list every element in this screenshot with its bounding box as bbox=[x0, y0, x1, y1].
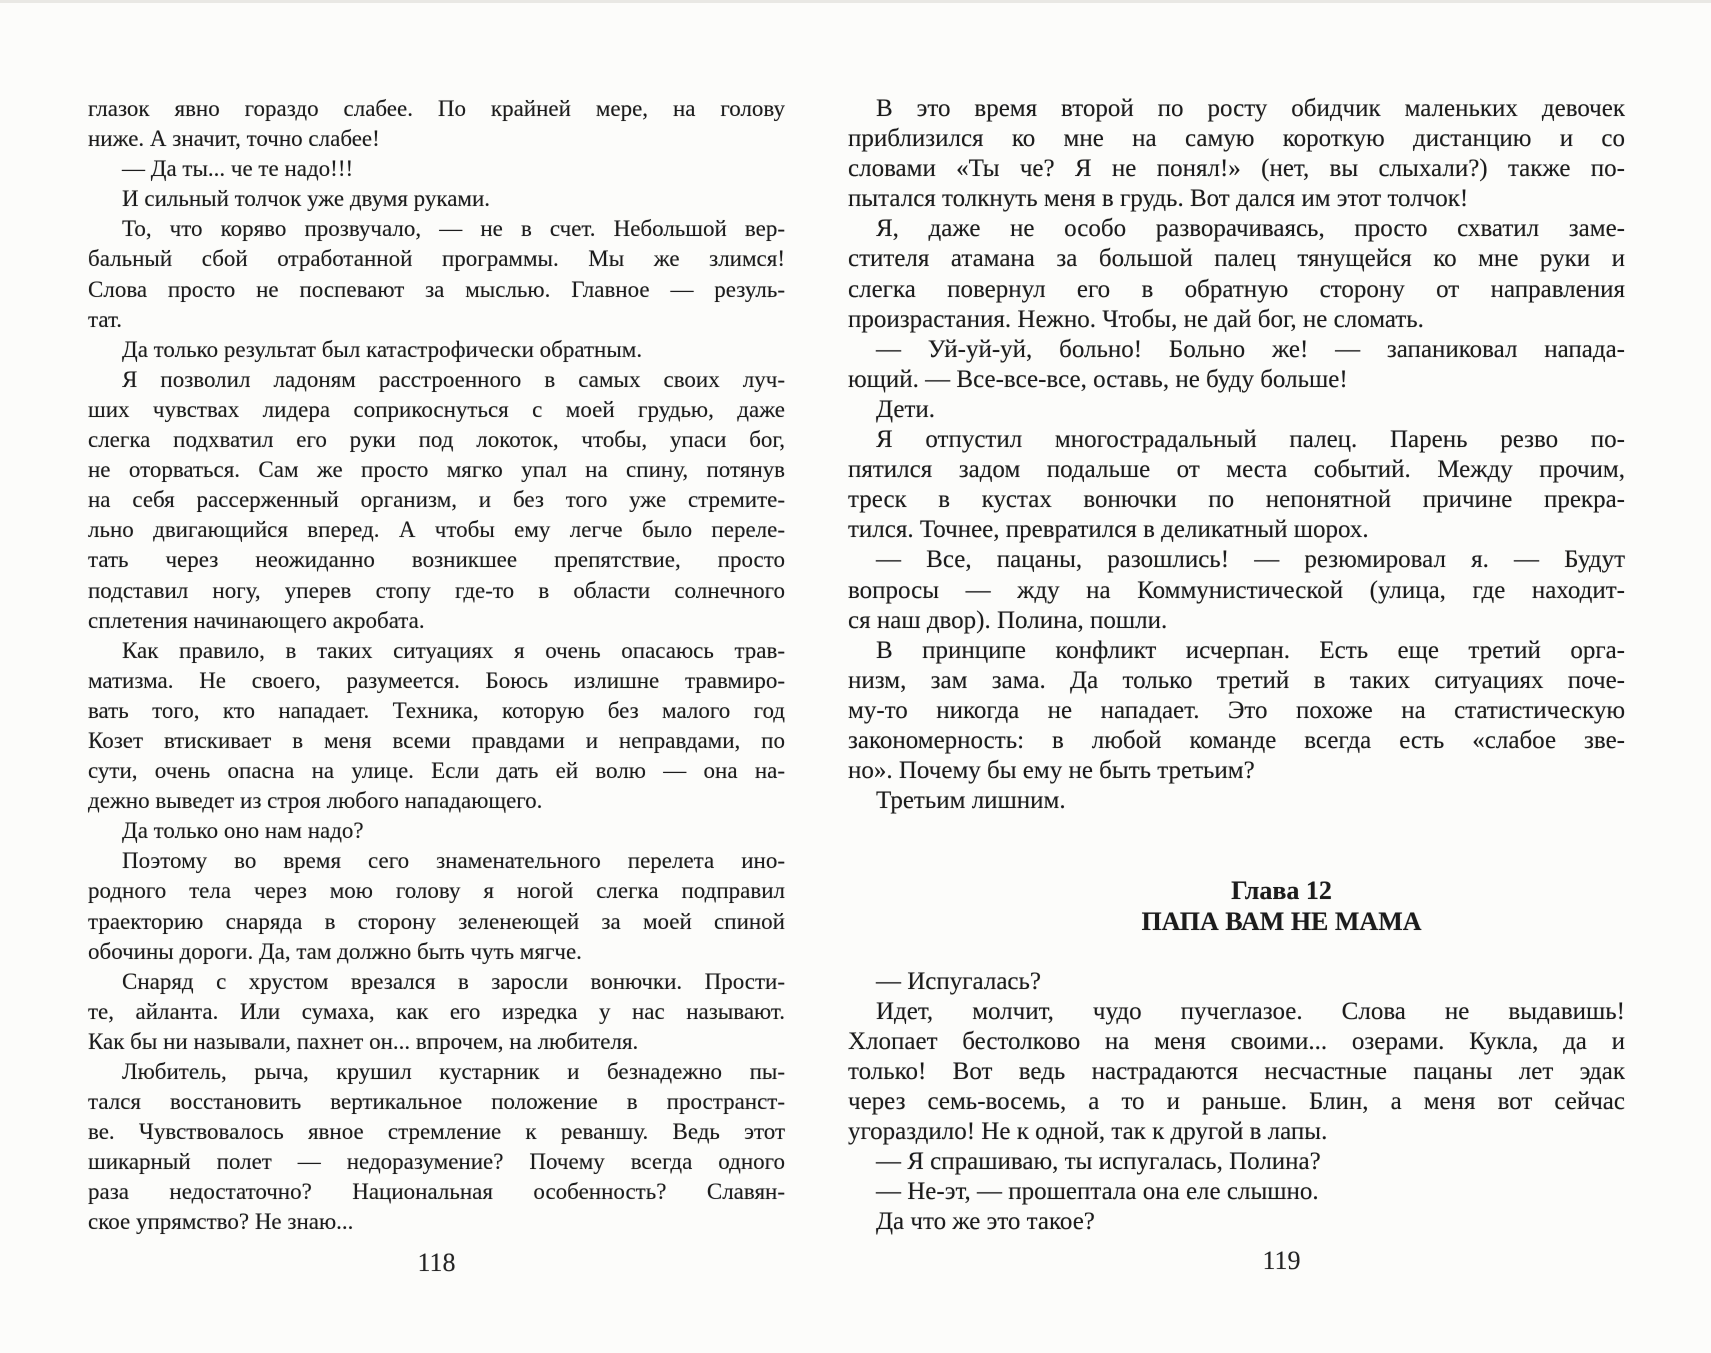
text-line: пытался толкнуть меня в грудь. Вот дался им этот толчок! bbox=[848, 185, 1469, 213]
text-line: через семь-восемь, а то и раньше. Блин, а меня вот сейчас bbox=[848, 1088, 1625, 1116]
text-line: слегка повернул его в обратную сторону от направления bbox=[848, 275, 1625, 303]
text-line: раза недостаточно? Национальная особенность? Славян- bbox=[88, 1179, 785, 1205]
text-line: В принципе конфликт исчерпан. Есть еще третий орга- bbox=[876, 636, 1625, 664]
text-line: закономерность: в любой команде всегда есть «слабое зве- bbox=[848, 726, 1625, 754]
text-line: глазок явно гораздо слабее. По крайней мере, на голову bbox=[88, 96, 785, 121]
text-line: сплетения начинающего акробата. bbox=[88, 607, 425, 633]
text-line: тился. Точнее, превратился в деликатный шорох. bbox=[848, 516, 1369, 544]
text-line: Я позволил ладоням расстроенного в самых своих луч- bbox=[122, 366, 785, 392]
text-line: То, что коряво прозвучало, — не в счет. Небольшой вер- bbox=[122, 216, 785, 242]
text-line: тался восстановить вертикальное положение в пространст- bbox=[88, 1089, 785, 1115]
text-line: вать того, кто нападает. Техника, которую без малого год bbox=[88, 697, 785, 723]
text-line: сути, очень опасна на улице. Если дать ей волю — она на- bbox=[88, 758, 785, 784]
text-line: Да только оно нам надо? bbox=[122, 818, 364, 844]
text-line: Козет втискивает в меня всеми правдами и неправдами, по bbox=[88, 727, 785, 753]
text-line: но». Почему бы ему не быть третьим? bbox=[848, 757, 1255, 785]
text-line: только! Вот ведь настрадаются несчастные пацаны лет эдак bbox=[848, 1058, 1625, 1085]
text-line: угораздило! Не к одной, так к другой в лапы. bbox=[848, 1118, 1328, 1146]
text-line: Третьим лишним. bbox=[876, 787, 1066, 815]
page-number-left: 118 bbox=[417, 1248, 456, 1277]
text-line: ся наш двор). Полина, пошли. bbox=[848, 606, 1168, 634]
text-line: Хлопает бестолково на меня своими... озерами. Кукла, да и bbox=[848, 1027, 1625, 1055]
text-line: те, айланта. Или сумаха, как его изредка у нас называют. bbox=[88, 998, 785, 1024]
text-line: Любитель, рыча, крушил кустарник и безнадежно пы- bbox=[122, 1059, 785, 1084]
text-line: вопросы — жду на Коммунистической (улица, где находит- bbox=[848, 576, 1625, 604]
text-line: — Все, пацаны, разошлись! — резюмировал я. — Будут bbox=[876, 546, 1625, 574]
text-line: пятился задом подальше от места событий. Между прочим, bbox=[848, 456, 1625, 484]
text-line: Как правило, в таких ситуациях я очень опасаюсь трав- bbox=[122, 637, 785, 663]
text-line: шикарный полет — недоразумение? Почему всегда одного bbox=[88, 1149, 785, 1175]
text-line: дежно выведет из строя любого нападающего. bbox=[88, 788, 543, 814]
text-line: треск в кустах вонючки по непонятной причине прекра- bbox=[848, 486, 1625, 514]
text-line: Идет, молчит, чудо пучеглазое. Слова не выдавишь! bbox=[876, 997, 1625, 1025]
text-line: Как бы ни называли, пахнет он... впрочем, на любителя. bbox=[88, 1028, 639, 1054]
text-line: Поэтому во время сего знаменательного перелета ино- bbox=[122, 848, 785, 874]
text-line: льно двигающийся вперед. А чтобы ему легче было переле- bbox=[88, 517, 785, 543]
text-line: родного тела через мою голову я ногой слегка подправил bbox=[88, 878, 785, 904]
text-line: произрастания. Нежно. Чтобы, не дай бог, не сломать. bbox=[848, 305, 1424, 333]
blank-line bbox=[848, 816, 1625, 846]
text-line: ющий. — Все-все-все, оставь, не буду больше! bbox=[848, 365, 1348, 393]
text-line: ское упрямство? Не знаю... bbox=[88, 1209, 354, 1235]
scan-edge-artifact bbox=[0, 0, 1711, 3]
text-line: И сильный толчок уже двумя руками. bbox=[122, 186, 491, 212]
page-number-right: 119 bbox=[1262, 1246, 1301, 1275]
text-line: траекторию снаряда в сторону зеленеющей за моей спиной bbox=[88, 908, 785, 934]
text-line: приблизился ко мне на самую короткую дистанцию и со bbox=[848, 125, 1625, 153]
chapter-heading-line: Глава 12 bbox=[1231, 876, 1332, 906]
text-line: слегка подхватил его руки под локоток, чтобы, упаси бог, bbox=[88, 427, 785, 453]
text-line: Да что же это такое? bbox=[876, 1208, 1095, 1236]
text-line: Я, даже не особо разворачиваясь, просто схватил заме- bbox=[876, 215, 1625, 243]
blank-line bbox=[848, 937, 1625, 967]
text-line: му-то никогда не нападает. Это похоже на статистическую bbox=[848, 696, 1625, 724]
page-right-text-block bbox=[848, 94, 1625, 1238]
text-line: Слова просто не поспевают за мыслью. Главное — резуль- bbox=[88, 276, 785, 302]
text-line: — Да ты... че те надо!!! bbox=[122, 156, 354, 182]
text-line: ве. Чувствовалось явное стремление к реваншу. Ведь этот bbox=[88, 1119, 785, 1145]
text-line: — Я спрашиваю, ты испугалась, Полина? bbox=[876, 1148, 1321, 1176]
text-line: на себя рассерженный организм, и без того уже стремите- bbox=[88, 487, 785, 513]
text-line: Да только результат был катастрофически обратным. bbox=[122, 336, 643, 362]
text-line: не оторваться. Сам же просто мягко упал на спину, потянув bbox=[88, 457, 785, 483]
page-left-text-block bbox=[88, 94, 785, 1238]
text-line: низм, зам зама. Да только третий в таких ситуациях поче- bbox=[848, 666, 1625, 694]
text-line: тать через неожиданно возникшее препятствие, просто bbox=[88, 547, 785, 573]
text-line: тат. bbox=[88, 306, 123, 332]
blank-line bbox=[848, 846, 1625, 876]
text-line: словами «Ты че? Я не понял!» (нет, вы слыхали?) также по- bbox=[848, 155, 1625, 183]
text-line: — Испугалась? bbox=[876, 967, 1042, 995]
text-line: матизма. Не своего, разумеется. Боюсь излишне травмиро- bbox=[88, 667, 785, 693]
text-line: В это время второй по росту обидчик маленьких девочек bbox=[876, 95, 1625, 122]
text-line: обочины дороги. Да, там должно быть чуть мягче. bbox=[88, 938, 582, 964]
text-line: Дети. bbox=[876, 395, 936, 423]
text-line: бальный сбой отработанной программы. Мы же злимся! bbox=[88, 246, 785, 272]
text-line: ших чувствах лидера соприкоснуться с моей грудью, даже bbox=[88, 396, 785, 422]
text-line: Снаряд с хрустом врезался в заросли вонючки. Прости- bbox=[122, 968, 785, 994]
text-line: стителя атамана за большой палец тянущейся ко мне руки и bbox=[848, 245, 1625, 273]
text-line: — Не-эт, — прошептала она еле слышно. bbox=[876, 1178, 1319, 1206]
text-line: — Уй-уй-уй, больно! Больно же! — запаниковал напада- bbox=[876, 335, 1625, 363]
text-line: подставил ногу, уперев стопу где-то в области солнечного bbox=[88, 577, 785, 603]
chapter-heading-line: ПАПА ВАМ НЕ МАМА bbox=[1141, 906, 1422, 936]
text-line: ниже. А значит, точно слабее! bbox=[88, 126, 380, 152]
text-line: Я отпустил многострадальный палец. Парень резво по- bbox=[876, 426, 1625, 454]
